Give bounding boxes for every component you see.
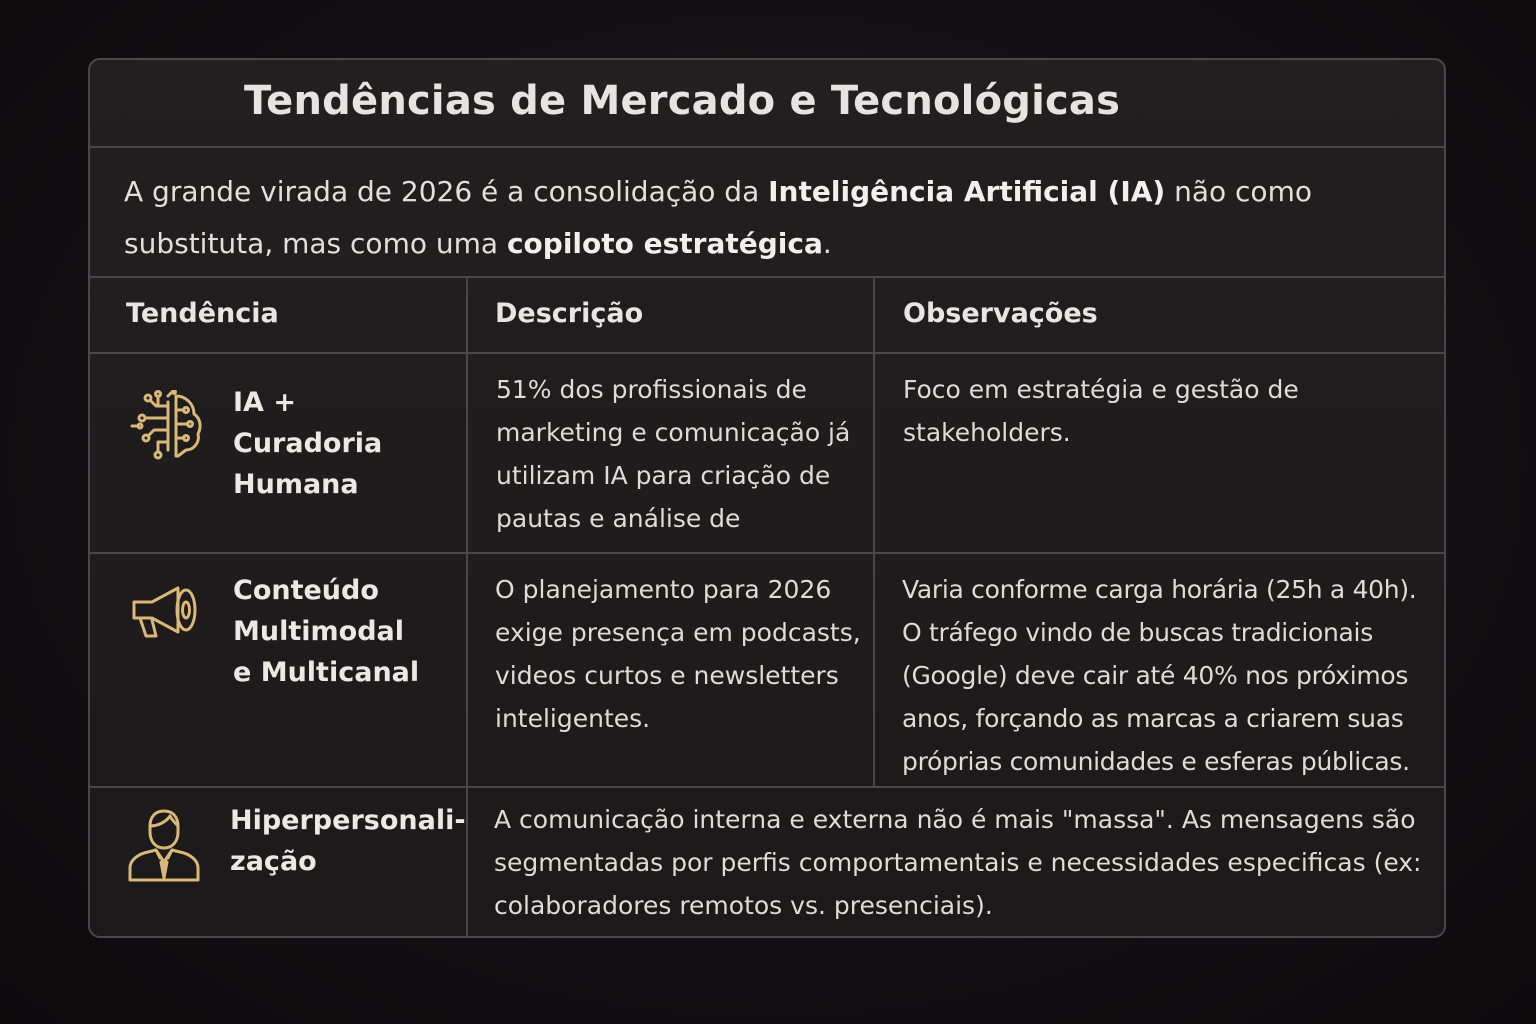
header-observacoes: Observações xyxy=(903,298,1098,329)
intro-text-1: A grande virada de 2026 é a consolidação da xyxy=(124,175,769,208)
trend-multimodal-line-3: e Multicanal xyxy=(233,657,420,688)
trend-multimodal-line-1: Conteúdo xyxy=(233,575,379,606)
description-multimodal: O planejamento para 2026 exige presença em podcasts, videos curtos e newsletters inteligentes. xyxy=(495,575,861,733)
row1-divider xyxy=(90,552,1444,554)
trends-card xyxy=(88,58,1446,938)
trend-hyper-line-1: Hiperpersonali- xyxy=(230,805,466,836)
trend-hyperpersonalization xyxy=(230,800,466,882)
page-title: Tendências de Mercado e Tecnológicas xyxy=(244,78,1121,124)
ai-brain-circuit-icon xyxy=(128,390,208,462)
header-divider xyxy=(90,352,1444,354)
title-row xyxy=(90,60,1444,148)
intro-paragraph xyxy=(124,166,1384,270)
header-tendencia: Tendência xyxy=(126,298,279,329)
description-ai-curation: 51% dos profissionais de marketing e comunicação já utilizam IA para criação de pautas e análise de xyxy=(496,375,851,533)
row2-divider xyxy=(90,786,1444,788)
column-divider-2 xyxy=(873,278,875,786)
trend-ai-curation: IA + Curadoria Humana xyxy=(233,387,383,500)
intro-row xyxy=(90,148,1444,278)
intro-bold-copilot: copiloto estratégica xyxy=(506,227,823,260)
trend-multimodal xyxy=(233,570,419,693)
trend-hyper-line-2: zação xyxy=(230,846,317,877)
description-hyperpersonalization: A comunicação interna e externa não é mais "massa". As mensagens são segmentadas por perfis comportamentais e necessidades especificas (ex: colaboradores remotos vs. presenciais). xyxy=(494,805,1422,920)
observations-ai-curation: Foco em estratégia e gestão de stakeholders. xyxy=(903,375,1299,447)
column-divider-1 xyxy=(466,278,468,938)
header-descricao: Descrição xyxy=(495,298,644,329)
observations-multimodal: Varia conforme carga horária (25h a 40h). O tráfego vindo de buscas tradicionais (Google) deve cair até 40% nos próximos anos, forçando as marcas a criarem suas próprias comunidades e esferas públicas. xyxy=(902,575,1417,776)
intro-text-2: não como substituta, mas como uma xyxy=(124,175,1312,260)
trend-multimodal-line-2: Multimodal xyxy=(233,616,404,647)
professional-person-icon xyxy=(126,808,202,882)
megaphone-icon xyxy=(130,582,202,642)
intro-bold-ai: Inteligência Artificial (IA) xyxy=(768,175,1166,208)
intro-text-3: . xyxy=(822,227,832,260)
